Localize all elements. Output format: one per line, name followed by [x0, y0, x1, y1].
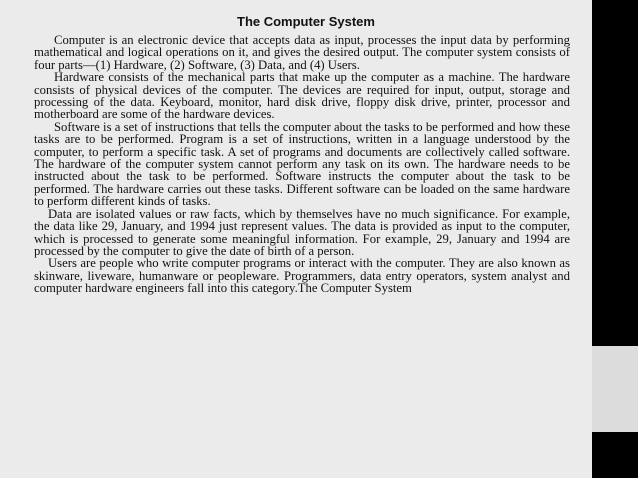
paragraph-data: Data are isolated values or raw facts, which by themselves have no much significance. For example, the data like 29, January, and 1994 just represent values. The data is provided as input to the computer, which is processed to generate some meaningful information. For example, 29, January and 1994 are processed by the computer to give the date of birth of a person. — [34, 206, 570, 258]
paragraph-users: Users are people who write computer programs or interact with the computer. They are also known as skinware, liveware, humanware or peopleware. Programmers, data entry operators, system analyst and computer hardware engineers fall into this category.The Computer System — [34, 256, 570, 296]
page-title: The Computer System — [237, 14, 375, 29]
paragraph-computer: Computer is an electronic device that accepts data as input, processes the input data by performing mathematical and logical operations on it, and gives the desired output. The computer system consists of four parts—(1) Hardware, (2) Software, (3) Data, and (4) Users. — [34, 33, 570, 72]
document-body — [34, 34, 570, 295]
paragraph-hardware: Hardware consists of the mechanical parts that make up the computer as a machine. The hardware consists of physical devices of the computer. The devices are required for input, output, storage and processing of the data. Keyboard, monitor, hard disk drive, floppy disk drive, printer, processor and motherboard are some of the hardware devices. — [34, 70, 570, 122]
paragraph-software: Software is a set of instructions that tells the computer about the tasks to be performed and how these tasks are to be performed. Program is a set of instructions, written in a language understood by the computer, to perform a specific task. A set of programs and documents are collectively called software. The hardware of the computer system cannot perform any task on its own. The hardware needs to be instructed about the task to be performed. Software instructs the computer about the task to be performed. The hardware carries out these tasks. Different software can be loaded on the same hardware to perform different kinds of tasks. — [34, 119, 570, 209]
sidebar-accent-block — [592, 346, 638, 432]
